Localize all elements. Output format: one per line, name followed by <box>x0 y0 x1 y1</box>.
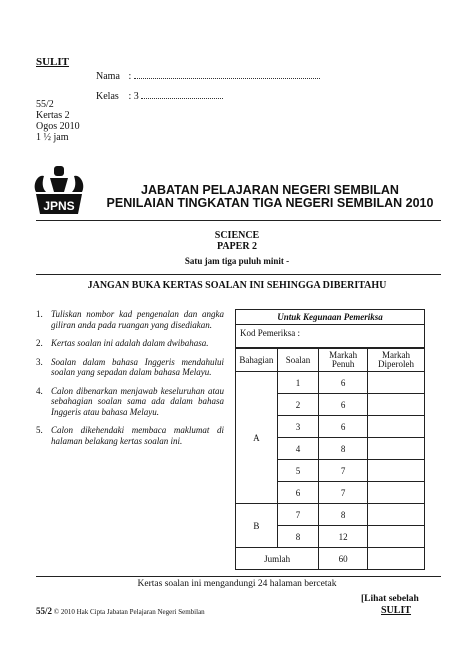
col-header: Markah Diperoleh <box>368 349 424 372</box>
kelas-value[interactable]: 3 <box>133 91 139 102</box>
obtained-mark-cell[interactable] <box>368 372 424 394</box>
instruction-item: 4. Calon dibenarkan menjawab keseluruhan atau sebahagian soalan sama ada dalam bahasa Inggeris atau bahasa Melayu. <box>36 385 224 417</box>
kelas-sep: : <box>128 91 132 102</box>
kelas-field <box>96 91 223 102</box>
instruction-item: 3. Soalan dalam bahasa Inggeris mendahului soalan yang sepadan dalam bahasa Melayu. <box>36 356 224 377</box>
nama-field <box>96 71 320 82</box>
col-header: Markah Penuh <box>319 349 368 372</box>
total-full-mark: 60 <box>319 548 368 570</box>
question-cell: 8 <box>277 526 318 548</box>
duration: 1 ½ jam <box>36 132 69 143</box>
marks-table <box>236 348 424 569</box>
table-row <box>236 504 424 526</box>
obtained-mark-cell[interactable] <box>368 416 424 438</box>
total-label: Jumlah <box>236 548 319 570</box>
question-cell: 4 <box>277 438 318 460</box>
kelas-label: Kelas <box>96 91 119 102</box>
obtained-mark-cell[interactable] <box>368 438 424 460</box>
instructions-list <box>36 309 224 454</box>
header-line2: PENILAIAN TINGKATAN TIGA NEGERI SEMBILAN 2010 <box>106 196 434 210</box>
full-mark-cell: 7 <box>319 482 368 504</box>
header-line1: JABATAN PELAJARAN NEGERI SEMBILAN <box>141 183 399 197</box>
divider-top <box>36 220 441 221</box>
question-cell: 3 <box>277 416 318 438</box>
instruction-item: 1. Tuliskan nombor kad pengenalan dan angka giliran anda pada ruangan yang disediakan. <box>36 309 224 330</box>
section-cell: A <box>236 372 277 504</box>
subject-title: SCIENCE <box>214 230 260 241</box>
footer-code: 55/2 <box>36 606 53 616</box>
copyright-text: © 2010 Hak Cipta Jabatan Pelajaran Negeri Sembilan <box>53 608 205 616</box>
sulit-bottom: SULIT <box>381 605 412 616</box>
instruction-item: 2. Kertas soalan ini adalah dalam dwibahasa. <box>36 338 209 348</box>
col-header: Bahagian <box>236 349 277 372</box>
jpns-logo <box>30 164 88 216</box>
obtained-mark-cell[interactable] <box>368 526 424 548</box>
total-row <box>236 548 424 570</box>
full-mark-cell: 6 <box>319 416 368 438</box>
nama-sep: : <box>128 71 132 82</box>
lihat-sebelah: [Lihat sebelah <box>361 594 419 604</box>
sulit-label: SULIT <box>36 56 70 68</box>
section-cell: B <box>236 504 277 548</box>
divider-bottom <box>36 576 441 577</box>
col-header: Soalan <box>277 349 318 372</box>
table-row <box>236 372 424 394</box>
question-cell: 7 <box>277 504 318 526</box>
exam-date: Ogos 2010 <box>36 121 80 132</box>
copyright-line <box>36 606 205 616</box>
full-mark-cell: 6 <box>319 372 368 394</box>
total-obtained-cell[interactable] <box>368 548 424 570</box>
logo-text: JPNS <box>43 199 75 213</box>
obtained-mark-cell[interactable] <box>368 394 424 416</box>
instruction-item: 5. Calon dikehendaki membaca maklumat di halaman belakang kertas soalan ini. <box>36 425 224 446</box>
obtained-mark-cell[interactable] <box>368 460 424 482</box>
warning-text: JANGAN BUKA KERTAS SOALAN INI SEHINGGA DIBERITAHU <box>87 280 387 291</box>
divider-mid <box>36 274 441 275</box>
obtained-mark-cell[interactable] <box>368 482 424 504</box>
question-cell: 1 <box>277 372 318 394</box>
kertas-label: Kertas 2 <box>36 110 70 121</box>
paper-code: 55/2 <box>36 99 54 110</box>
full-mark-cell: 12 <box>319 526 368 548</box>
page-count-note: Kertas soalan ini mengandungi 24 halaman bercetak <box>137 579 337 589</box>
full-mark-cell: 7 <box>319 460 368 482</box>
kod-label: Kod Pemeriksa : <box>240 328 300 338</box>
examiner-box <box>235 309 425 570</box>
kod-pemeriksa <box>236 325 424 348</box>
question-cell: 6 <box>277 482 318 504</box>
nama-input[interactable] <box>134 78 320 79</box>
paper-info <box>36 99 80 143</box>
question-cell: 5 <box>277 460 318 482</box>
obtained-mark-cell[interactable] <box>368 504 424 526</box>
full-mark-cell: 8 <box>319 438 368 460</box>
paper-title: PAPER 2 <box>216 241 258 252</box>
time-text: Satu jam tiga puluh minit - <box>184 256 290 266</box>
nama-label: Nama <box>96 71 120 82</box>
full-mark-cell: 6 <box>319 394 368 416</box>
question-cell: 2 <box>277 394 318 416</box>
examiner-title: Untuk Kegunaan Pemeriksa <box>236 310 424 325</box>
full-mark-cell: 8 <box>319 504 368 526</box>
kelas-dots <box>141 98 223 99</box>
